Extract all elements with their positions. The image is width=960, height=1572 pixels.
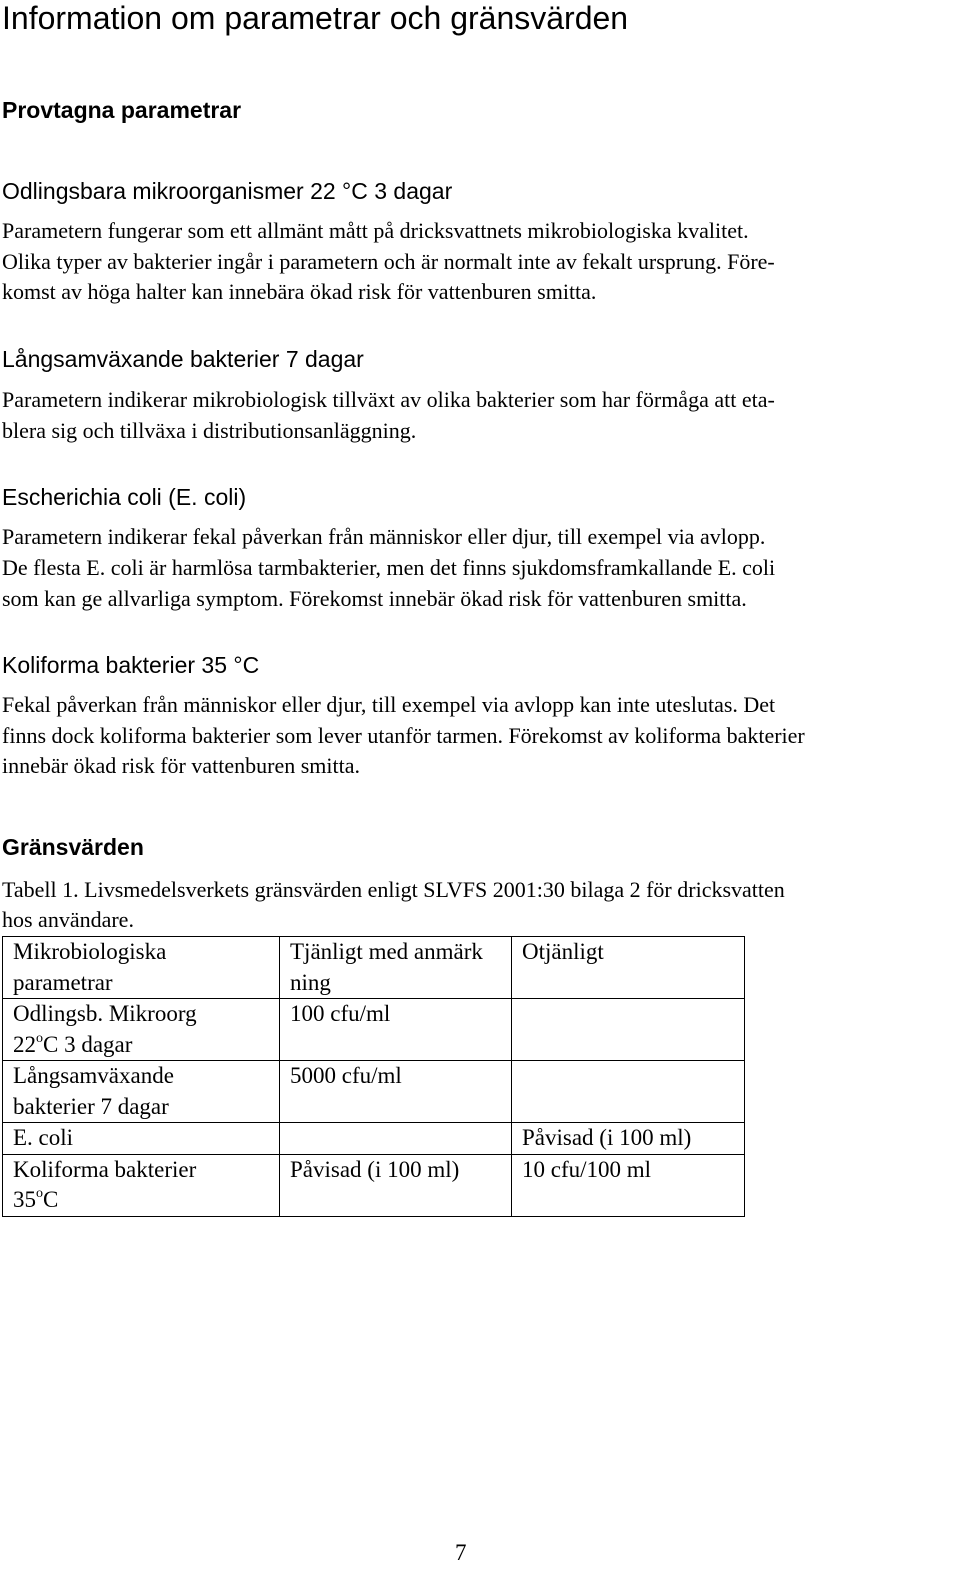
cell-text: E. coli <box>13 1125 74 1150</box>
tjanligt-cell <box>280 1154 512 1216</box>
otjanligt-cell <box>512 1154 745 1216</box>
section-heading-limits: Gränsvärden <box>2 834 144 860</box>
cell-text: bakterier 7 dagar <box>13 1093 169 1119</box>
paragraph-line: som kan ge allvarliga symptom. Förekomst innebär ökad risk för vattenburen smitta. <box>2 586 747 611</box>
otjanligt-cell <box>512 999 745 1061</box>
cell-text: Koliforma bakterier <box>13 1156 197 1182</box>
paragraph-line: blera sig och tillväxa i distributionsanläggning. <box>2 418 417 443</box>
parameter-cell <box>3 1061 280 1123</box>
otjanligt-cell <box>512 1061 745 1123</box>
header-text: ning <box>290 969 331 995</box>
table-caption-line: hos användare. <box>2 907 134 932</box>
parameter-heading-ecoli: Escherichia coli (E. coli) <box>2 484 247 510</box>
cell-text: 5000 cfu/ml <box>290 1063 402 1088</box>
degree-superscript: o <box>36 1030 43 1046</box>
tjanligt-cell <box>280 999 512 1061</box>
page-number: 7 <box>455 1540 467 1565</box>
cell-text-part: 22 <box>13 1031 36 1057</box>
table-row <box>3 1154 745 1216</box>
header-text: Tjänligt med anmärk <box>290 939 483 964</box>
degree-superscript: o <box>36 1186 43 1201</box>
cell-text: 100 cfu/ml <box>290 1001 391 1026</box>
cell-text: 10 cfu/100 ml <box>522 1156 652 1182</box>
cell-text: Påvisad (i 100 ml) <box>290 1156 460 1182</box>
limits-table <box>2 936 745 1217</box>
cell-text-part: C <box>43 1187 59 1212</box>
cell-text <box>13 1030 279 1061</box>
table-row <box>3 1123 745 1155</box>
paragraph-line: komst av höga halter kan innebära ökad risk för vattenburen smitta. <box>2 279 597 304</box>
cell-text: Odlingsb. Mikroorg <box>13 1001 197 1026</box>
tjanligt-cell <box>280 1123 512 1155</box>
header-text: Mikrobiologiska <box>13 939 167 964</box>
parameter-cell <box>3 999 280 1061</box>
cell-text: Påvisad (i 100 ml) <box>522 1125 692 1150</box>
paragraph-line: Olika typer av bakterier ingår i parametern och är normalt inte av fekalt ursprung. Före- <box>2 249 775 274</box>
otjanligt-cell <box>512 1123 745 1155</box>
tjanligt-cell <box>280 1061 512 1123</box>
paragraph-line: Parametern indikerar mikrobiologisk tillväxt av olika bakterier som har förmåga att eta- <box>2 387 775 412</box>
header-text: Otjänligt <box>522 939 604 964</box>
cell-text-part: 35 <box>13 1187 36 1212</box>
parameter-heading-koliforma: Koliforma bakterier 35 °C <box>2 652 260 678</box>
page-title: Information om parametrar och gränsvärden <box>2 0 629 36</box>
parameter-heading-odlingsbara: Odlingsbara mikroorganismer 22 °C 3 dagar <box>2 178 453 204</box>
header-cell-otjanligt <box>512 937 745 999</box>
paragraph-line: Parametern indikerar fekal påverkan från människor eller djur, till exempel via avlopp. <box>2 524 766 549</box>
section-heading-parameters: Provtagna parametrar <box>2 97 242 123</box>
parameter-cell <box>3 1123 280 1155</box>
paragraph-line: innebär ökad risk för vattenburen smitta. <box>2 753 361 778</box>
paragraph-line: Parametern fungerar som ett allmänt mått på dricksvattnets mikrobiologiska kvalitet. <box>2 218 749 243</box>
paragraph-line: Fekal påverkan från människor eller djur, till exempel via avlopp kan inte uteslutas. Det <box>2 692 776 717</box>
table-row <box>3 999 745 1061</box>
header-text: parametrar <box>13 969 113 995</box>
header-cell-parameter <box>3 937 280 999</box>
header-cell-tjanligt <box>280 937 512 999</box>
cell-text: Långsamväxande <box>13 1063 174 1088</box>
cell-text-part: C 3 dagar <box>43 1031 133 1057</box>
table-caption-line: Tabell 1. Livsmedelsverkets gränsvärden enligt SLVFS 2001:30 bilaga 2 för dricksvatten <box>2 877 785 902</box>
parameter-cell <box>3 1154 280 1216</box>
table-row <box>3 1061 745 1123</box>
table-header-row <box>3 937 745 999</box>
paragraph-line: finns dock koliforma bakterier som lever utanför tarmen. Förekomst av koliforma bakterier <box>2 723 805 748</box>
parameter-heading-langsamvaxande: Långsamväxande bakterier 7 dagar <box>2 346 364 372</box>
cell-text <box>13 1185 279 1216</box>
paragraph-line: De flesta E. coli är harmlösa tarmbakterier, men det finns sjukdomsframkallande E. coli <box>2 555 776 580</box>
